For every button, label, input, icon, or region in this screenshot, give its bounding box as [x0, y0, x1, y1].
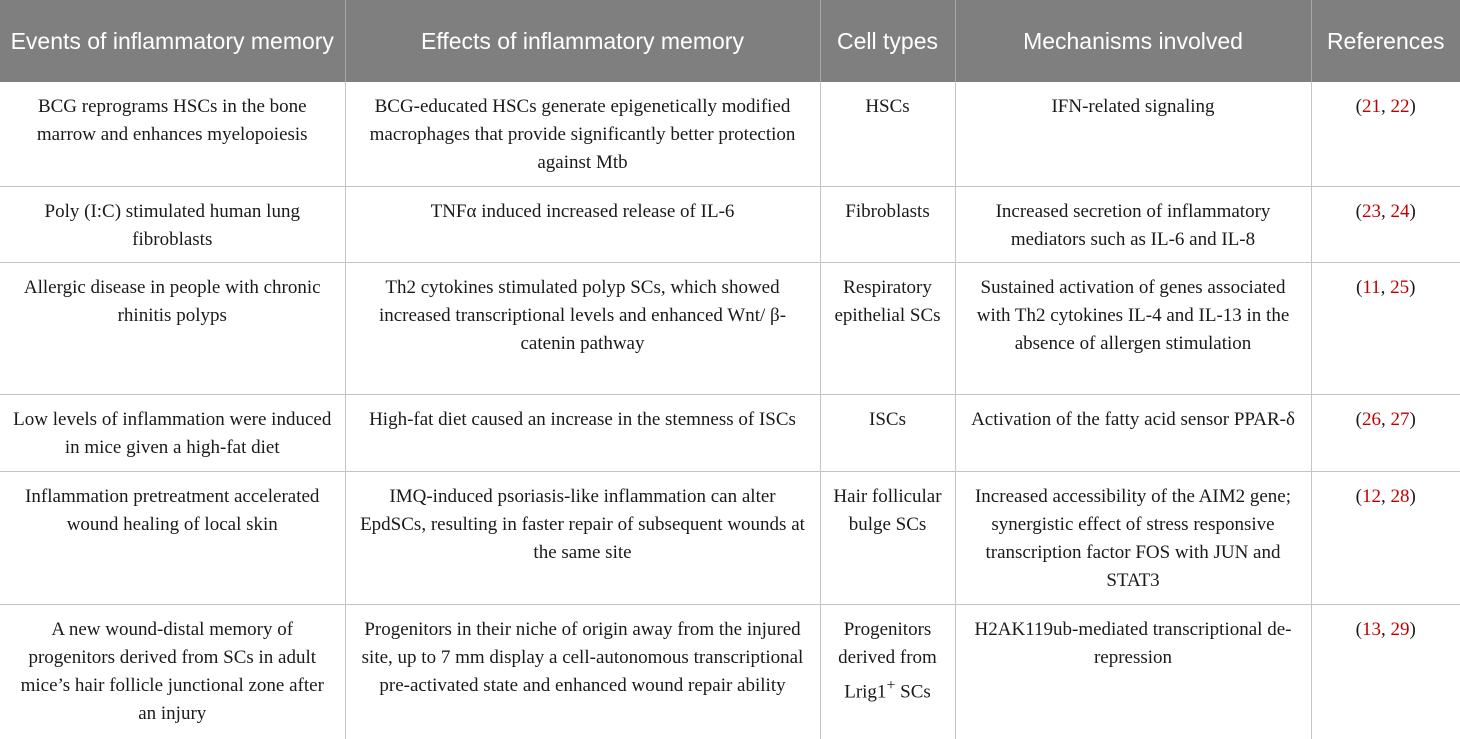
reference-link[interactable]: 23 [1362, 200, 1381, 222]
header-cell-types: Cell types [820, 0, 955, 82]
reference-link[interactable]: 26 [1362, 408, 1381, 430]
table-row [0, 471, 1460, 604]
cell-type-cell [820, 604, 955, 739]
cell-type-cell: Respiratory epithelial SCs [820, 262, 955, 394]
reference-link[interactable]: 24 [1390, 200, 1410, 222]
references-cell: (11, 25) [1311, 262, 1460, 394]
effect-cell: Th2 cytokines stimulated polyp SCs, which showed increased transcriptional levels and enhanced Wnt/ β-catenin pathway [345, 262, 820, 394]
cell-type-cell: HSCs [820, 82, 955, 186]
mechanism-cell: IFN-related signaling [955, 82, 1311, 186]
event-cell: Low levels of inflammation were induced in mice given a high-fat diet [0, 394, 345, 471]
mechanism-cell: Activation of the fatty acid sensor PPAR-δ [955, 394, 1311, 471]
effect-cell: High-fat diet caused an increase in the stemness of ISCs [345, 394, 820, 471]
effect-cell: IMQ-induced psoriasis-like inflammation can alter EpdSCs, resulting in faster repair of subsequent wounds at the same site [345, 471, 820, 604]
event-cell: Inflammation pretreatment accelerated wound healing of local skin [0, 471, 345, 604]
references-cell: (13, 29) [1355, 618, 1416, 640]
mechanism-cell: Increased secretion of inflammatory mediators such as IL-6 and IL-8 [955, 186, 1311, 262]
cell-type-cell: Hair follicular bulge SCs [820, 471, 955, 604]
table-row [0, 262, 1460, 394]
cell-type-suffix: SCs [900, 680, 931, 702]
reference-link[interactable]: 27 [1390, 408, 1410, 430]
header-effects: Effects of inflammatory memory [345, 0, 820, 82]
header-mechanisms: Mechanisms involved [955, 0, 1311, 82]
cell-type-cell: Fibroblasts [820, 186, 955, 262]
reference-link[interactable]: 11 [1362, 276, 1381, 298]
references-cell: (26, 27) [1311, 394, 1460, 471]
table-row [0, 394, 1460, 471]
table-row [0, 186, 1460, 262]
cell-type-cell: ISCs [820, 394, 955, 471]
reference-link[interactable]: 28 [1390, 485, 1410, 507]
superscript-plus: + [886, 676, 896, 694]
table-row [0, 604, 1460, 739]
reference-link[interactable]: 12 [1362, 485, 1381, 507]
references-cell: (21, 22) [1311, 82, 1460, 186]
header-events: Events of inflammatory memory [0, 0, 345, 82]
cell-type-text: Progenitors derived from Lrig1 [838, 618, 937, 702]
event-cell: Poly (I:C) stimulated human lung fibroblasts [0, 186, 345, 262]
event-cell: BCG reprograms HSCs in the bone marrow and enhances myelopoiesis [0, 82, 345, 186]
references-cell: (12, 28) [1311, 471, 1460, 604]
mechanism-cell: Increased accessibility of the AIM2 gene; synergistic effect of stress responsive transcription factor FOS with JUN and STAT3 [955, 471, 1311, 604]
event-cell: Allergic disease in people with chronic rhinitis polyps [0, 262, 345, 394]
table-row [0, 82, 1460, 186]
reference-link[interactable]: 22 [1390, 96, 1410, 117]
header-references: References [1311, 0, 1460, 82]
references-cell: (23, 24) [1311, 186, 1460, 262]
reference-link[interactable]: 25 [1390, 276, 1410, 298]
header-row [0, 0, 1460, 82]
effect-cell: TNFα induced increased release of IL-6 [345, 186, 820, 262]
effect-cell: Progenitors in their niche of origin away from the injured site, up to 7 mm display a cell-autonomous transcriptional pre-activated state and enhanced wound repair ability [345, 604, 820, 739]
reference-link[interactable]: 21 [1362, 96, 1381, 117]
mechanism-cell: H2AK119ub-mediated transcriptional de-repression [955, 604, 1311, 739]
event-cell: A new wound-distal memory of progenitors derived from SCs in adult mice’s hair follicle junctional zone after an injury [0, 604, 345, 739]
mechanism-cell: Sustained activation of genes associated with Th2 cytokines IL-4 and IL-13 in the absence of allergen stimulation [955, 262, 1311, 394]
effect-cell: BCG-educated HSCs generate epigenetically modified macrophages that provide significantly better protection against Mtb [345, 82, 820, 186]
reference-link[interactable]: 29 [1390, 618, 1410, 640]
reference-link[interactable]: 13 [1362, 618, 1381, 640]
